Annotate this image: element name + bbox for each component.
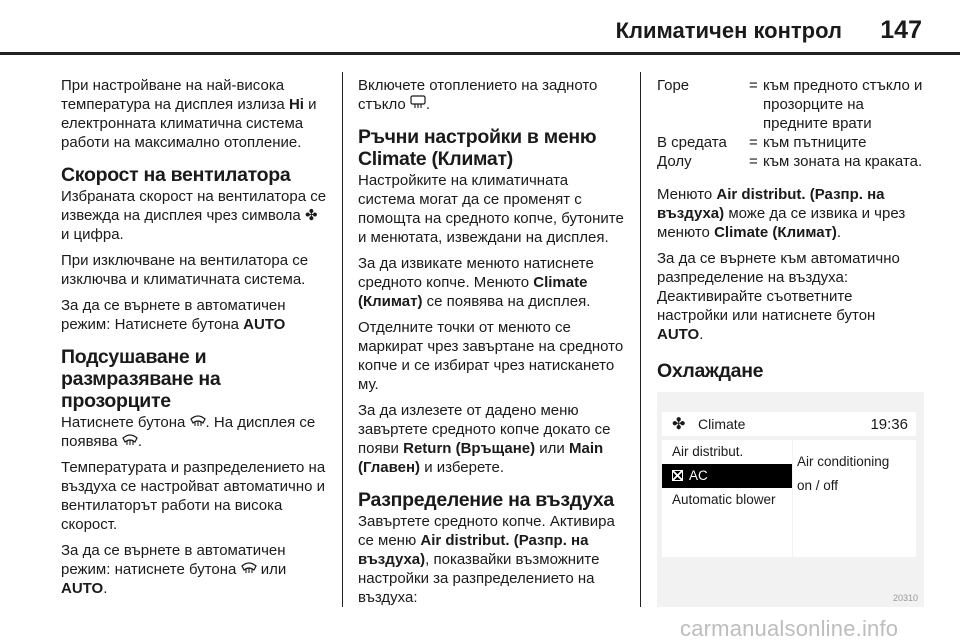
windshield-defrost-icon [190,414,206,431]
paragraph: Отделните точки от менюто се маркират чрез завъртане на средното копче и се избират чрез натискането му. [358,319,624,393]
display-clock: 19:36 [870,416,908,433]
display-detail [793,440,916,557]
display-menu [662,440,792,557]
climate-display-image [657,392,924,607]
heading-defog: Подсушаване и размразяване на прозорците [61,346,221,412]
definition-row: Горе = към предното стъкло и прозорците на предните врати [657,77,923,132]
column-3 [657,76,925,382]
definition-row: В средата = към пътниците [657,134,867,151]
checkbox-icon [672,470,683,481]
paragraph: За да се върнете в автоматичен режим: натиснете бутона или AUTO. [61,542,287,597]
page-header [0,0,960,52]
paragraph: Избраната скорост на вентилатора се извежда на дисплея чрез символа ✤ и цифра. [61,188,327,243]
detail-line: on / off [797,478,839,493]
windshield-defrost-icon [122,433,138,450]
image-code: 20310 [892,593,918,603]
windshield-defrost-icon [241,561,257,578]
paragraph: За да извикате менюто натиснете средното копче. Менюто Climate (Климат) се появява на дисплея. [358,255,594,310]
rear-window-heat-icon [410,96,426,113]
definition-row: Долу = към зоната на краката. [657,153,923,170]
heading-manual-settings: Ръчни настройки в меню Climate (Климат) [358,126,597,170]
column-divider [342,72,343,607]
paragraph: За да се върнете в автоматичен режим: Натиснете бутона AUTO [61,297,286,333]
menu-item-air-distribution: Air distribut. [672,444,744,459]
paragraph: Завъртете средното копче. Активира се меню Air distribut. (Разпр. на въздуха), показвайки възможните настройки за разпределението на въздуха: [358,513,615,606]
detail-line: Air conditioning [797,454,890,469]
heading-air-distribution: Разпределение на въздуха [358,489,614,511]
menu-item-ac: AC [662,464,792,488]
heading-cooling: Охлаждане [657,360,764,382]
paragraph: За да се върнете към автоматично разпределение на въздуха: Деактивирайте съответните настройки или натиснете бутон AUTO. [657,250,900,343]
page-number: 147 [880,16,922,44]
paragraph: Натиснете бутона . На дисплея се появява . [61,414,316,450]
fan-icon: ✤ [304,207,318,224]
display-header [662,412,916,436]
column-2 [358,76,626,614]
definition-list [657,76,925,171]
column-1 [61,76,327,605]
paragraph: При настройване на най-висока температура на дисплея излиза Hi и електронната климатична система работи на максимално отопление. [61,77,317,151]
paragraph: Настройките на климатичната система могат да се променят с помощта на средното копче, бутоните и менютата, извеждани на дисплея. [358,172,624,246]
column-divider [640,72,641,607]
display-title: Climate [698,416,746,432]
paragraph: Включете отоплението на задното стъкло . [358,77,598,113]
fan-icon: ✤ [672,416,686,433]
paragraph: Температурата и разпределението на въздуха се настройват автоматично и вентилаторът работи на висока скорост. [61,459,326,533]
menu-item-automatic-blower: Automatic blower [672,492,776,507]
heading-fan-speed: Скорост на вентилатора [61,164,291,186]
section-title: Климатичен контрол [615,18,842,43]
header-divider [0,52,960,55]
paragraph: При изключване на вентилатора се изключва и климатичната система. [61,252,309,288]
watermark: carmanualsonline.info [680,616,899,641]
paragraph: За да излезете от дадено меню завъртете средното копче докато се появи Return (Връщане) или Main (Главен) и изберете. [358,402,611,476]
paragraph: Менюто Air distribut. (Разпр. на въздуха) може да се извика и чрез менюто Climate (Климат). [657,186,906,241]
